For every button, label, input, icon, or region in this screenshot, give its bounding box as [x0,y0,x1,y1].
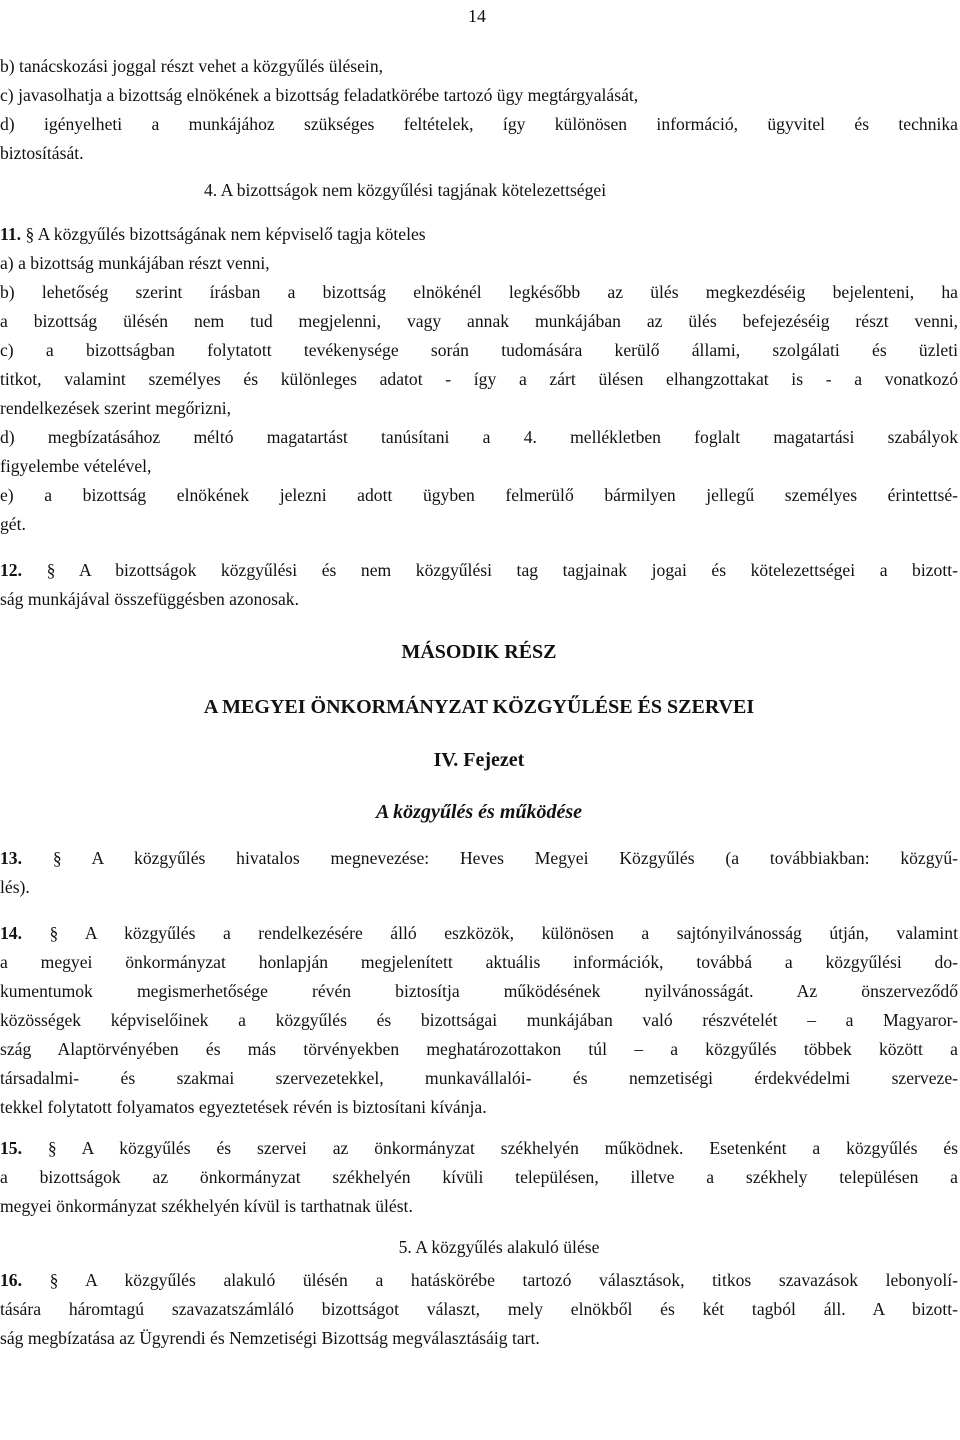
paragraph-13-number: 13. [0,848,22,868]
section-sign: § [52,848,62,868]
paragraph-14-line-6: társadalmi- és szakmai szervezetekkel, munkavállalói- és nemzetiségi érdekvédelmi szerveze- [0,1068,958,1088]
paragraph-12-line-1: 12. § A bizottságok közgyűlési és nem közgyűlési tag tagjainak jogai és kötelezettségei a bizott- [0,560,958,580]
paragraph-12-line-2: ság munkájával összefüggésben azonosak. [0,589,299,609]
paragraph-11-line-2: a) a bizottság munkájában részt venni, [0,253,270,273]
paragraph-16-number: 16. [0,1270,22,1290]
paragraph-12-number: 12. [0,560,22,580]
paragraph-14-line-3: kumentumok megismerhetősége révén biztosítja működésének nyilvánosságát. Az önszerveződő [0,981,958,1001]
section-sign: § [49,1270,59,1290]
paragraph-11-line-4: a bizottság ülésén nem tud megjelenni, vagy annak munkájában az ülés befejezéséig részt venni, [0,311,958,331]
paragraph-11-line-11: gét. [0,514,26,534]
paragraph-14-line-1: 14. § A közgyűlés a rendelkezésére álló eszközök, különösen a sajtónyilvánosság útján, valamint [0,923,958,943]
chapter-heading: IV. Fejezet [433,749,525,771]
intro-item-c: c) javasolhatja a bizottság elnökének a bizottság feladatkörébe tartozó ügy megtárgyalását, [0,85,639,105]
paragraph-11-line-6: titkot, valamint személyes és különleges adatot - így a zárt ülésen elhangzottakat is - a vonatkozó [0,369,958,389]
paragraph-11-line-10: e) a bizottság elnökének jelezni adott ügyben felmerülő bármilyen jellegű személyes érintettsé- [0,485,958,505]
section-4-title: 4. A bizottságok nem közgyűlési tagjának kötelezettségei [204,180,607,200]
paragraph-11-line-8: d) megbízatásához méltó magatartást tanúsítani a 4. mellékletben foglalt magatartási szabályok [0,427,958,447]
paragraph-15-line-1: 15. § A közgyűlés és szervei az önkormányzat székhelyén működnek. Esetenként a közgyűlés és [0,1138,958,1158]
section-sign: § [47,1138,57,1158]
intro-item-b: b) tanácskozási joggal részt vehet a közgyűlés ülésein, [0,56,384,76]
section-5-title: 5. A közgyűlés alakuló ülése [398,1237,600,1257]
part-heading: MÁSODIK RÉSZ [401,641,557,663]
chapter-title: A közgyűlés és működése [375,801,583,823]
paragraph-11-line-3: b) lehetőség szerint írásban a bizottság elnökénél legkésőbb az ülés megkezdéséig bejelenteni, ha [0,282,958,302]
paragraph-13-line-1: 13. § A közgyűlés hivatalos megnevezése: Heves Megyei Közgyűlés (a továbbiakban: közgyű- [0,848,958,868]
intro-item-d-cont: biztosítását. [0,143,84,163]
part-title: A MEGYEI ÖNKORMÁNYZAT KÖZGYŰLÉSE ÉS SZERVEI [203,696,755,718]
page-number: 14 [468,6,486,26]
section-sign: § [46,560,56,580]
page-content [0,52,958,1353]
paragraph-15-line-3: megyei önkormányzat székhelyén kívül is tarthatnak ülést. [0,1196,413,1216]
paragraph-11-line-5: c) a bizottságban folytatott tevékenysége során tudomására kerülő állami, szolgálati és üzleti [0,340,958,360]
paragraph-11-line-9: figyelembe vételével, [0,456,152,476]
section-sign: § [49,923,59,943]
paragraph-14-line-4: közösségek képviselőinek a közgyűlés és bizottságai munkájában való részvételét – a Magyaror- [0,1010,958,1030]
paragraph-11-number: 11. [0,224,22,244]
intro-item-d: d) igényelheti a munkájához szükséges feltételek, így különösen információ, ügyvitel és technika [0,114,958,134]
paragraph-11-line-1: 11. § A közgyűlés bizottságának nem képviselő tagja köteles [0,224,426,244]
paragraph-13-line-2: lés). [0,877,30,897]
paragraph-16-line-2: tására háromtagú szavazatszámláló bizottságot választ, mely elnökből és két tagból áll. A bizott- [0,1299,958,1319]
paragraph-15-line-2: a bizottságok az önkormányzat székhelyén kívüli településen, illetve a székhely településen a [0,1167,958,1187]
paragraph-11-line-7: rendelkezések szerint megőrizni, [0,398,232,418]
paragraph-16-line-1: 16. § A közgyűlés alakuló ülésén a hatáskörébe tartozó választások, titkos szavazások lebonyolí- [0,1270,958,1290]
paragraph-14-number: 14. [0,923,22,943]
paragraph-14-line-5: szág Alaptörvényében és más törvényekben meghatározottakon túl – a közgyűlés többek között a [0,1039,958,1059]
paragraph-16-line-3: ság megbízatása az Ügyrendi és Nemzetiségi Bizottság megválasztásáig tart. [0,1328,540,1348]
section-sign: § [25,224,35,244]
paragraph-14-line-7: tekkel folytatott folyamatos egyeztetések révén is biztosítani kívánja. [0,1097,487,1117]
paragraph-15-number: 15. [0,1138,22,1158]
paragraph-14-line-2: a megyei önkormányzat honlapján megjelenített aktuális információk, továbbá a közgyűlési do- [0,952,958,972]
